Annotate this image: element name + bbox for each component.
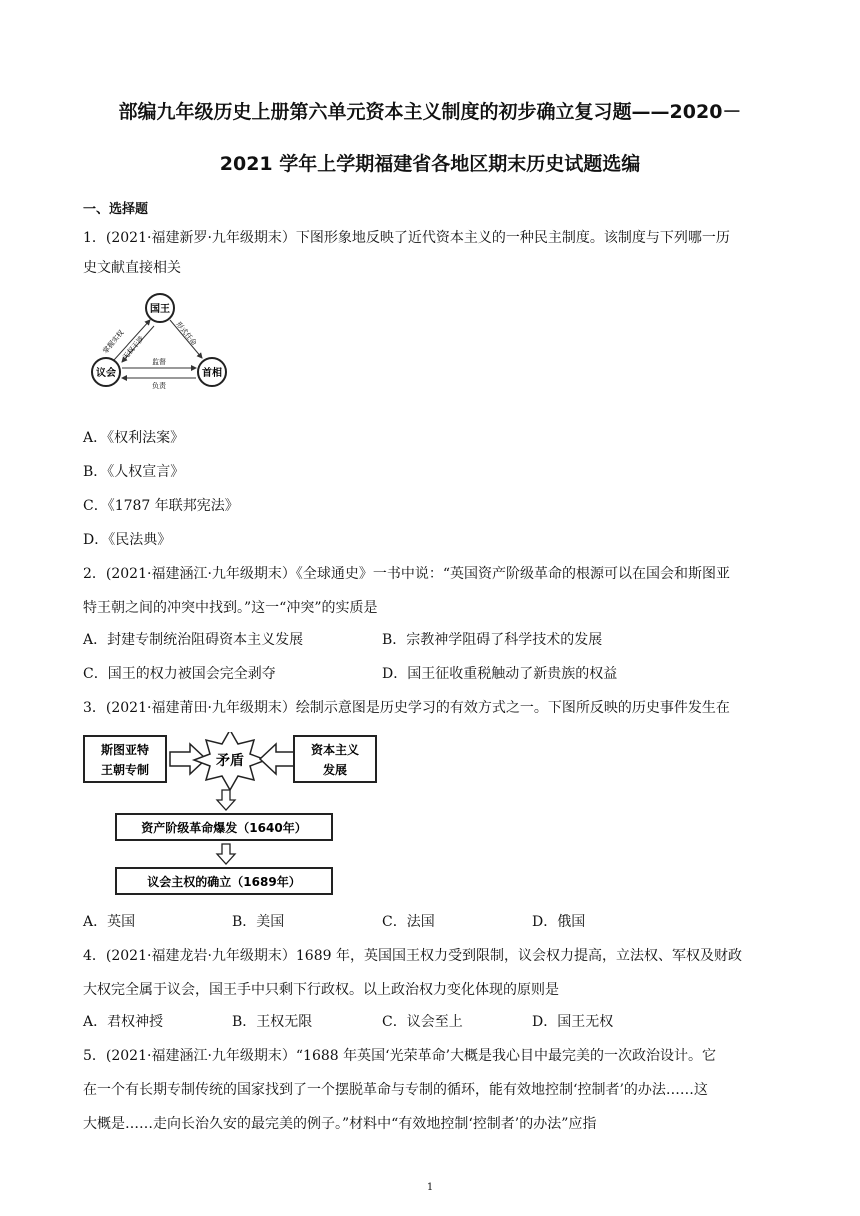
q3-option-d: D．俄国 [532, 914, 586, 930]
q5-stem-line-3: 大概是……走向长治久安的最完美的例子。”材料中“有效地控制‘控制者’的办法”应指 [83, 1116, 597, 1132]
q4-stem-line-1: 4．(2021·福建龙岩·九年级期末）1689 年，英国国王权力受到限制，议会权力提高，立法权、军权及财政 [83, 948, 742, 964]
q2-option-d: D．国王征收重税触动了新贵族的权益 [382, 666, 618, 682]
q2-option-a: A．封建专制统治阻碍资本主义发展 [83, 632, 304, 648]
edge-label-responsible: 负责 [152, 382, 166, 390]
q4-option-a: A．君权神授 [83, 1014, 164, 1030]
q3-diagram [82, 732, 380, 900]
q2-stem-line-1: 2．(2021·福建涵江·九年级期末）《全球通史》一书中说：“英国资产阶级革命的根源可以在国会和斯图亚 [83, 566, 731, 582]
node-parliament [92, 358, 120, 386]
q1-option-a: A．《权利法案》 [83, 430, 185, 446]
q4-option-c: C．议会至上 [382, 1014, 463, 1030]
box-capitalism-line2: 发展 [322, 763, 348, 777]
node-pm [198, 358, 226, 386]
node-king [146, 294, 174, 322]
title-line-2: 2021 学年上学期福建省各地区期末历史试题选编 [219, 153, 641, 175]
q1-diagram [84, 290, 232, 392]
page-number: 1 [426, 1182, 434, 1193]
q2-option-c: C．国王的权力被国会完全剥夺 [83, 666, 276, 682]
box-revolution-label: 资产阶级革命爆发（1640年） [141, 821, 307, 835]
document-title [60, 86, 800, 190]
section-heading: 一、选择题 [83, 202, 149, 217]
arrow-right-to-center [260, 744, 296, 774]
edge-label-left: 掌握实权 [101, 328, 126, 356]
q5-stem-line-2: 在一个有长期专制传统的国家找到了一个摆脱革命与专制的循环，能有效地控制‘控制者’的办法……这 [83, 1082, 708, 1098]
q3-stem: 3．(2021·福建莆田·九年级期末）绘制示意图是历史学习的有效方式之一。下图所反映的历史事件发生在 [83, 700, 730, 716]
node-pm-label: 首相 [202, 368, 222, 379]
box-capitalism-line1: 资本主义 [310, 743, 360, 757]
q1-option-c: C．《1787 年联邦宪法》 [83, 498, 239, 514]
edge-label-inner: 无权干涉 [121, 334, 146, 362]
q4-stem-line-2: 大权完全属于议会，国王手中只剩下行政权。以上政治权力变化体现的原则是 [83, 982, 559, 998]
q4-option-d: D．国王无权 [532, 1014, 614, 1030]
edge-label-supervise: 监督 [152, 358, 166, 366]
title-line-1: 部编九年级历史上册第六单元资本主义制度的初步确立复习题——2020－ [118, 101, 742, 123]
q2-option-b: B．宗教神学阻碍了科学技术的发展 [382, 632, 603, 648]
q3-option-a: A．英国 [83, 914, 136, 930]
box-stuart-line1: 斯图亚特 [100, 743, 150, 757]
node-king-label: 国王 [150, 304, 170, 315]
q1-option-d: D．《民法典》 [83, 532, 172, 548]
q1-stem-line-2: 史文献直接相关 [83, 260, 181, 276]
arrow-down-1 [217, 790, 235, 810]
box-stuart-line2: 王朝专制 [100, 763, 150, 777]
box-sovereignty-label: 议会主权的确立（1689年） [147, 875, 301, 889]
q3-option-c: C．法国 [382, 914, 435, 930]
q2-stem-line-2: 特王朝之间的冲突中找到。”这一“冲突”的实质是 [83, 600, 378, 616]
q4-option-b: B．王权无限 [232, 1014, 313, 1030]
q5-stem-line-1: 5．(2021·福建涵江·九年级期末）“1688 年英国‘光荣革命’大概是我心目中最完美的一次政治设计。它 [83, 1048, 717, 1064]
arrow-down-2 [217, 844, 235, 864]
conflict-label: 矛盾 [216, 753, 244, 769]
node-parliament-label: 议会 [96, 368, 116, 379]
q3-option-b: B．美国 [232, 914, 285, 930]
q1-stem-line-1: 1．(2021·福建新罗·九年级期末）下图形象地反映了近代资本主义的一种民主制度。该制度与下列哪一历 [83, 230, 730, 246]
q1-option-b: B．《人权宣言》 [83, 464, 185, 480]
edge-label-right: 形式任命 [174, 320, 198, 348]
